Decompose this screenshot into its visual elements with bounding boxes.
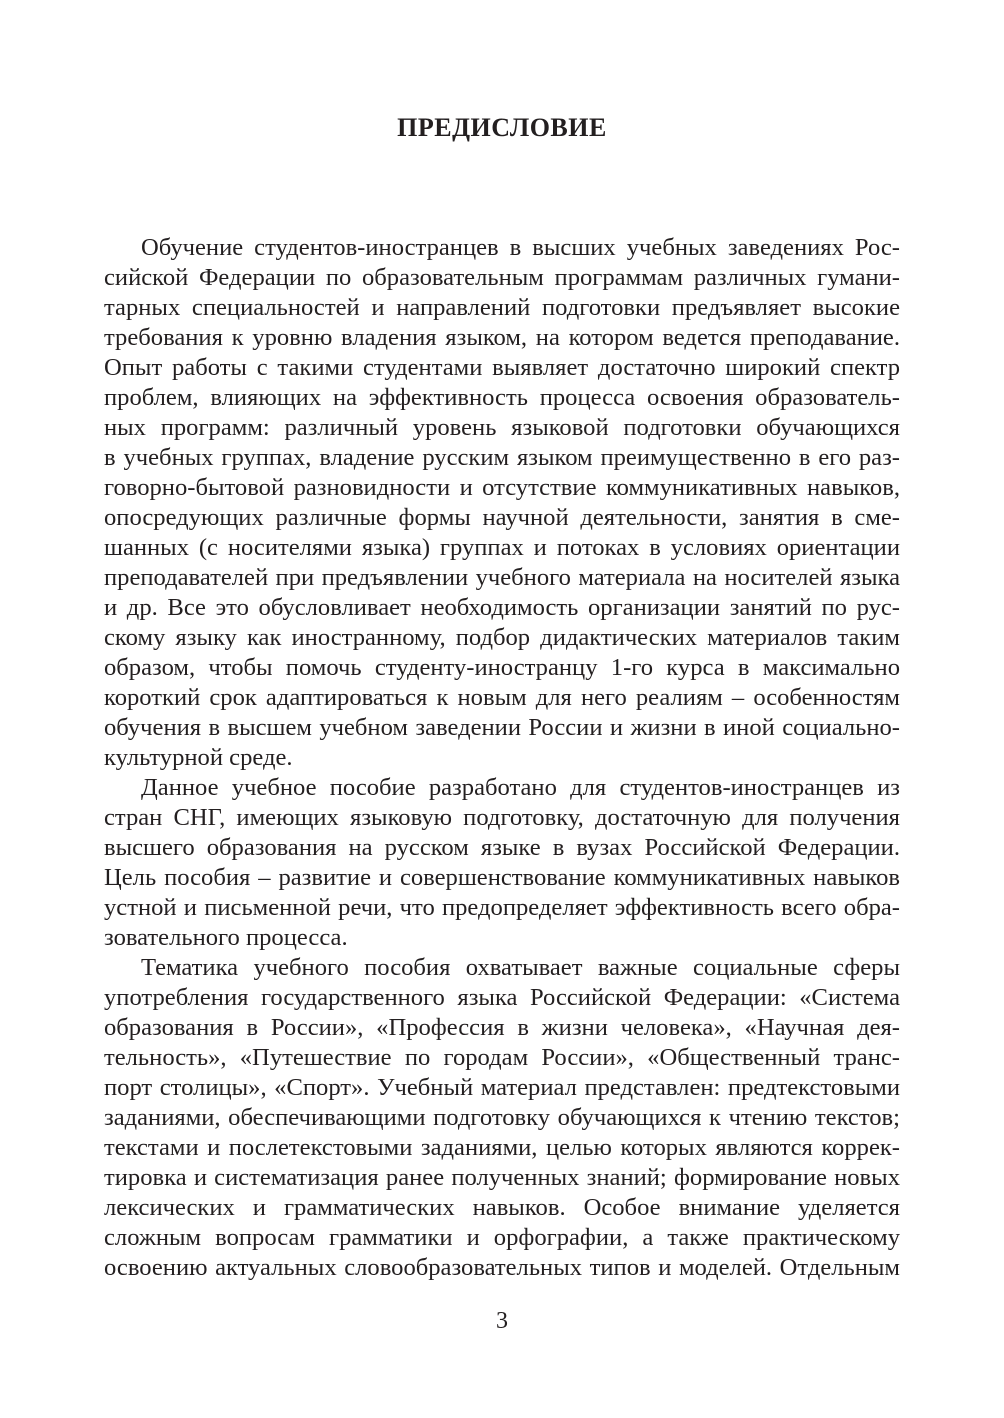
page-number: 3 — [496, 1308, 508, 1334]
text-line: и др. Все это обусловливает необходимость организации занятий по рус- — [104, 594, 900, 621]
text-line: проблем, влияющих на эффективность процесса освоения образователь- — [104, 384, 900, 411]
text-line: говорно-бытовой разновидности и отсутствие коммуникативных навыков, — [104, 474, 900, 501]
text-line: освоению актуальных словообразовательных типов и моделей. Отдельным — [104, 1254, 900, 1281]
text-line: порт столицы», «Спорт». Учебный материал представлен: предтекстовыми — [104, 1074, 900, 1101]
text-line: лексических и грамматических навыков. Особое внимание уделяется — [104, 1194, 900, 1221]
text-line: шанных (с носителями языка) группах и потоках в условиях ориентации — [104, 534, 900, 561]
text-line: употребления государственного языка Российской Федерации: «Система — [104, 984, 900, 1011]
text-line: преподавателей при предъявлении учебного материала на носителей языка — [104, 564, 900, 591]
text-line: Опыт работы с такими студентами выявляет достаточно широкий спектр — [104, 354, 900, 381]
text-line: текстами и послетекстовыми заданиями, целью которых являются коррек- — [104, 1134, 900, 1161]
text-line: Тематика учебного пособия охватывает важные социальные сферы — [141, 954, 900, 981]
text-line: требования к уровню владения языком, на котором ведется преподавание. — [104, 324, 900, 351]
text-line: скому языку как иностранному, подбор дидактических материалов таким — [104, 624, 900, 651]
text-line: сложным вопросам грамматики и орфографии, а также практическому — [104, 1224, 900, 1251]
text-line: ных программ: различный уровень языковой подготовки обучающихся — [104, 414, 900, 441]
text-line: культурной среде. — [104, 744, 293, 771]
text-line: стран СНГ, имеющих языковую подготовку, достаточную для получения — [104, 804, 900, 831]
text-line: опосредующих различные формы научной деятельности, занятия в сме- — [104, 504, 900, 531]
text-line: высшего образования на русском языке в вузах Российской Федерации. — [104, 834, 900, 861]
text-line: тельность», «Путешествие по городам России», «Общественный транс- — [104, 1044, 900, 1071]
text-line: тировка и систематизация ранее полученных знаний; формирование новых — [104, 1164, 900, 1191]
preface-body — [104, 233, 900, 1283]
text-line: Данное учебное пособие разработано для студентов-иностранцев из — [141, 774, 900, 801]
text-line: образования в России», «Профессия в жизни человека», «Научная дея- — [104, 1014, 900, 1041]
text-line: сийской Федерации по образовательным программам различных гумани- — [104, 264, 900, 291]
text-line: зовательного процесса. — [104, 924, 348, 951]
text-line: образом, чтобы помочь студенту-иностранцу 1-го курса в максимально — [104, 654, 900, 681]
text-line: Обучение студентов-иностранцев в высших учебных заведениях Рос- — [141, 234, 900, 261]
text-line: Цель пособия – развитие и совершенствование коммуникативных навыков — [104, 864, 900, 891]
text-line: обучения в высшем учебном заведении России и жизни в иной социально- — [104, 714, 900, 741]
text-line: тарных специальностей и направлений подготовки предъявляет высокие — [104, 294, 900, 321]
text-line: короткий срок адаптироваться к новым для него реалиям – особенностям — [104, 684, 900, 711]
page-title: ПРЕДИСЛОВИЕ — [397, 113, 607, 142]
text-line: устной и письменной речи, что предопределяет эффективность всего обра- — [104, 894, 900, 921]
text-line: в учебных группах, владение русским языком преимущественно в его раз- — [104, 444, 900, 471]
text-line: заданиями, обеспечивающими подготовку обучающихся к чтению текстов; — [104, 1104, 900, 1131]
